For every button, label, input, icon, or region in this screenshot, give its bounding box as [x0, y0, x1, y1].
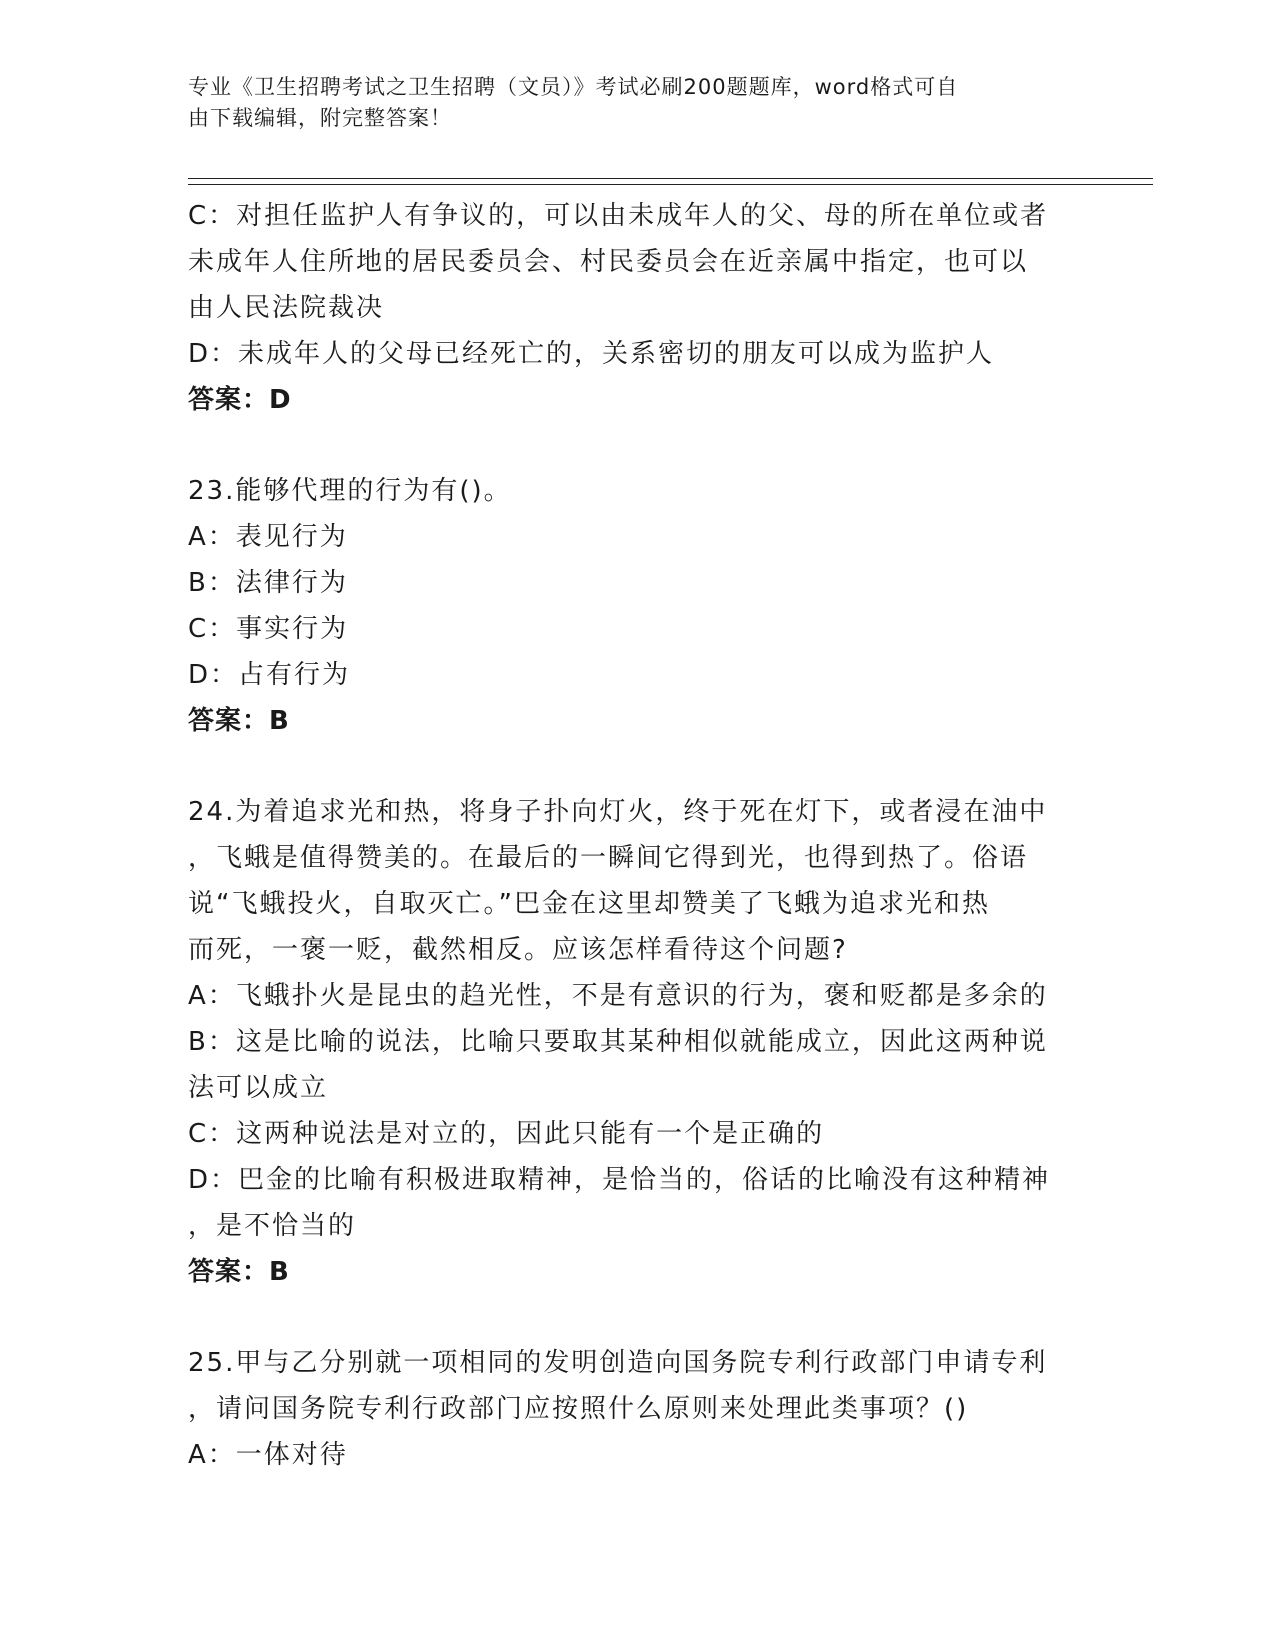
document-body [188, 193, 1088, 1478]
q23-option-d: D：占有行为 [188, 660, 351, 690]
q24-option-d-line-1: D：巴金的比喻有积极进取精神，是恰当的，俗话的比喻没有这种精神 [188, 1165, 1051, 1195]
q24-question-line-1: 24.为着追求光和热，将身子扑向灯火，终于死在灯下，或者浸在油中 [188, 797, 1048, 827]
q23-answer: 答案：B [188, 706, 290, 736]
q24-question-line-2: ，飞蛾是值得赞美的。在最后的一瞬间它得到光，也得到热了。俗语 [188, 843, 1029, 873]
header-line-2: 由下载编辑，附完整答案！ [188, 106, 452, 130]
q25-question-line-1: 25.甲与乙分别就一项相同的发明创造向国务院专利行政部门申请专利 [188, 1348, 1048, 1378]
q23-option-b: B：法律行为 [188, 568, 348, 598]
header-line-1: 专业《卫生招聘考试之卫生招聘（文员）》考试必刷200题题库，word格式可自 [188, 75, 959, 99]
header-divider-top [188, 178, 1153, 179]
spacer [188, 744, 1088, 789]
q24-option-a: A：飞蛾扑火是昆虫的趋光性，不是有意识的行为，褒和贬都是多余的 [188, 981, 1048, 1011]
q24-option-b-line-1: B：这是比喻的说法，比喻只要取其某种相似就能成立，因此这两种说 [188, 1027, 1048, 1057]
prev-option-c-line-1: C：对担任监护人有争议的，可以由未成年人的父、母的所在单位或者 [188, 201, 1049, 231]
q24-option-c: C：这两种说法是对立的，因此只能有一个是正确的 [188, 1119, 825, 1149]
q23-question: 23.能够代理的行为有()。 [188, 476, 512, 506]
prev-option-c-line-2: 未成年人住所地的居民委员会、村民委员会在近亲属中指定，也可以 [188, 247, 1029, 277]
spacer [188, 1295, 1088, 1340]
header-divider-bottom [188, 184, 1153, 185]
q23-option-c: C：事实行为 [188, 614, 349, 644]
prev-option-c-line-3: 由人民法院裁决 [188, 293, 385, 323]
q25-option-a: A：一体对待 [188, 1440, 348, 1470]
prev-option-d: D：未成年人的父母已经死亡的，关系密切的朋友可以成为监护人 [188, 339, 995, 369]
q24-question-line-3: 说“飞蛾投火，自取灭亡。”巴金在这里却赞美了飞蛾为追求光和热 [188, 889, 990, 919]
prev-answer: 答案：D [188, 385, 292, 415]
q24-question-line-4: 而死，一褒一贬，截然相反。应该怎样看待这个问题? [188, 935, 848, 965]
document-header [188, 72, 1068, 134]
q25-question-line-2: ，请问国务院专利行政部门应按照什么原则来处理此类事项？() [188, 1394, 969, 1424]
spacer [188, 423, 1088, 468]
q24-option-b-line-2: 法可以成立 [188, 1073, 329, 1103]
q24-answer: 答案：B [188, 1257, 290, 1287]
q24-option-d-line-2: ，是不恰当的 [188, 1211, 357, 1241]
q23-option-a: A：表见行为 [188, 522, 348, 552]
